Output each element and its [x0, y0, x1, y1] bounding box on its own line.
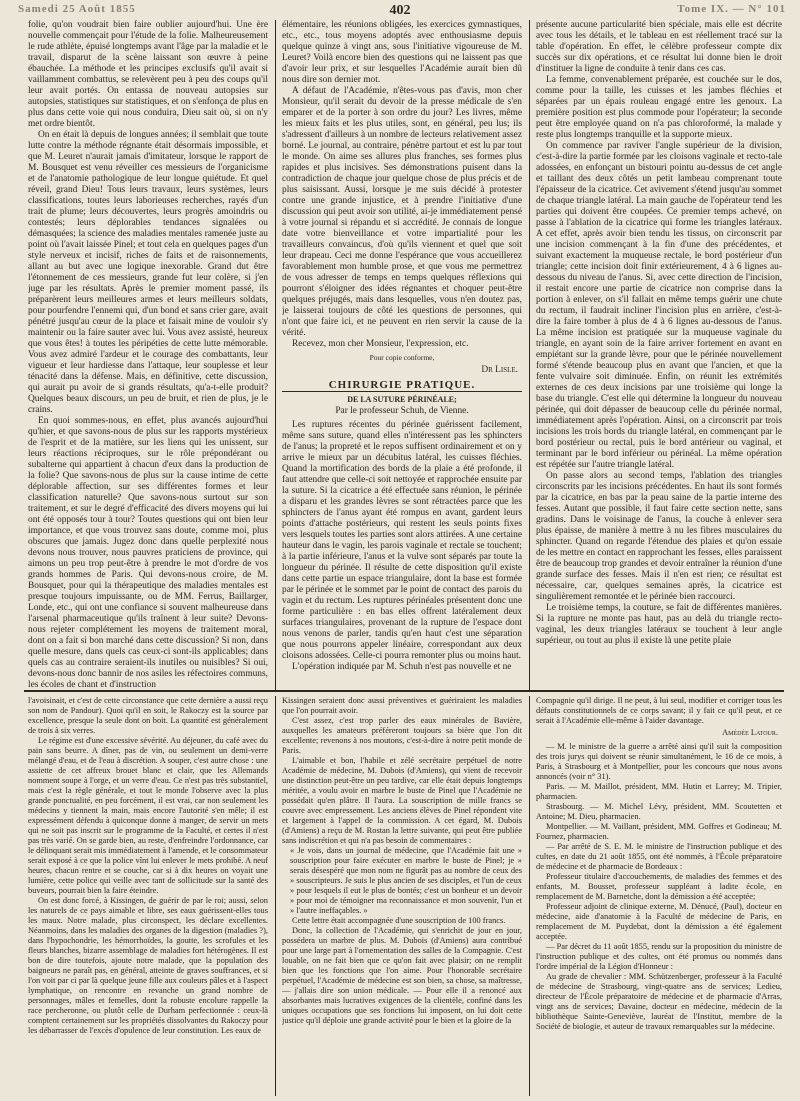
paragraph: élémentaire, les réunions obligées, les exercices gymnastiques, etc., etc., tous moyens adoptés avec enthousiasme depuis quelque quinze à vingt ans, sous l'initiative vigoureuse de M. Leuret? Voilà encore bien des questions qui ne laissent pas que d'avoir leur prix, et sur lesquelles l'Académie aurait bien dû nous dire son dernier mot. [282, 20, 522, 85]
paragraph: présente aucune particularité bien spéciale, mais elle est décrite avec tous les détails, et le tableau en est réellement tracé sur la table d'opération. En effet, le célèbre professeur compte dix succès sur dix opérations, et ce résultat lui donne bien le droit d'instituer la ligne de conduite à tenir dans ces cas. [536, 20, 782, 74]
news-item: Strasbourg. — M. Michel Lévy, président, MM. Scoutetten et Antoine; M. Dieu, pharmacien. [536, 802, 782, 821]
article-signature: Amédée Latour. [722, 728, 778, 737]
news-item: — Par décret du 11 août 1855, rendu sur la proposition du ministre de l'instruction publique et des cultes, ont été promus ou nommés dans l'ordre impérial de la Légion d'Honneur : [536, 942, 782, 971]
quoted-letter: « Je vois, dans un journal de médecine, que l'Académie fait une » souscription pour faire exécuter en marbre le buste de Pinel; je » serais désespéré que mon nom ne figurât pas au nombre de ceux des » souscripteurs. Je suis le plus ancien de ses disciples, et l'un de ceux » pour lesquels il eut le plus de bontés; c'est un bonheur et un devoir » pour moi de témoigner ma reconnaissance et mon souvenir, l'un et » l'autre ineffaçables. » [290, 846, 522, 915]
paragraph: Cette lettre était accompagnée d'une souscription de 100 francs. [292, 916, 506, 925]
news-item: — M. le ministre de la guerre a arrêté ainsi qu'il suit la composition des trois jurys qui doivent se réunir simultanément, le 16 de ce mois, à Paris, à Strasbourg et à Montpellier, pour les concours que nous avons annoncés (voir n° 31). [536, 742, 782, 781]
news-item: Professeur adjoint de clinique externe, M. Dénucé, (Paul), docteur en médecine, aide d'anatomie à la Faculté de médecine de Paris, en remplacement de M. Puydebat, dont la démission a été également acceptée. [536, 902, 782, 941]
paragraph: Compagnie qu'il dirige. Il ne peut, à lui seul, modifier et corriger tous les défauts constitutionnels de ce corps savant; il y fait ce qu'il peut, et ce serait à l'Académie elle-même à l'aider davantage. [536, 696, 782, 725]
paragraph: On en était là depuis de longues années; il semblait que toute lutte contre la méthode régnante était désormais impossible, et que M. Leuret n'aurait jamais d'imitateur, lorsque le rapport de M. Bousquet est venu réveiller ces messieurs de l'organicisme et de l'anatomie pathologique de leur longue quiétude. Et quel réveil, grand Dieu! Tous leurs travaux, leurs systèmes, leurs classifications, toutes leurs laborieuses recherches, rayés d'un trait de plume; leurs découvertes, leurs progrès amoindris ou contestés; leurs déplorables tendances signalées ou démasquées; la science des maladies mentales ramenée juste au point où l'avait laissée Pinel; et tout cela en quelques pages d'un style nerveux et incisif, riches de faits et de raisonnements, allant au but avec une logique inexorable. Grand dut être l'étonnement de ces messieurs, grande fut leur colère, si j'en juge par les résultats. Après le premier moment passé, ils préparèrent leurs meilleures armes et leurs meilleurs soldats, pour pourfendre l'ennemi qui, d'un bond et sans crier gare, avait pénétré jusqu'au cœur de la place et faisait mine de vouloir s'y maintenir ou la faire sauter avec lui. Vous avez assisté, heureux que vous êtes! à toutes les péripéties de cette lutte mémorable. Vous avez admiré l'ardeur et le courage des combattants, leur vigueur et leur hardiesse dans l'attaque, leur souplesse et leur ténacité dans la défense. Mais, en définitive, cette discussion, qui aurait pu avoir de si grands résultats, qu'a-t-elle produit? Quelques beaux discours, un peu de bruit, et rien de plus, je le crains. [28, 130, 268, 415]
news-item: — Par arrêté de S. E. M. le ministre de l'instruction publique et des cultes, en date du 21 août 1855, ont été nommés, à l'École préparatoire de médecine et de pharmacie de Bordeaux : [536, 842, 782, 871]
news-item: Paris. — M. Maillot, président, MM. Hutin et Larrey; M. Tripier, pharmacien. [536, 782, 782, 801]
page-number: 402 [389, 3, 411, 18]
paragraph: On passe alors au second temps, l'ablation des triangles circonscrits par les incisions précédentes. En haut ils sont formés par la cicatrice, en bas par la peau saine de la partie interne des fesses. Autant que possible, il faut faire cette section nette, sans gradins. Dans le voisinage de l'anus, la couche à enlever sera plus épaisse, de manière à mettre à nu les fibres musculaires du sphincter. Quand on regarde l'étendue des plaies et qu'on essaie de les mettre en contact en rapprochant les fesses, elles paraissent être de beaucoup trop grandes et devoir entraîner la réunion d'une grande surface des fesses. Mais il n'en est rien; ce résultat est nécessaire, car, quelques semaines après, la cicatrice est singulièrement remontée et le périnée bien raccourci. [536, 471, 782, 602]
paragraph: A défaut de l'Académie, n'êtes-vous pas d'avis, mon cher Monsieur, qu'il serait du devoir de la presse médicale de s'en emparer et de la porter à son ordre du jour? Les livres, même les mieux faits et les plus utiles, sont, en général, peu lus; ils s'adressent d'ailleurs à un nombre de lecteurs relativement assez borné. Le journal, au contraire, pénètre partout et est lu par tout le monde. On aime ses allures plus franches, ses formes plus rapides et plus incisives. Ses démonstrations puisent dans la contradiction de chaque jour quelque chose de plus précis et de plus saisissant. Aussi, lorsque je me suis décidé à protester contre une grande injustice, et à prendre l'initiative d'une discussion qui peut avoir son utilité, ai-je immédiatement pensé à votre journal si répandu et si accrédité. Je connais de longue date votre bienveillance et votre impartialité pour les travailleurs convaincus, d'où qu'ils viennent et quel que soit leur drapeau. Ceci me donne l'espérance que vous accueillerez favorablement mon humble prose, et que vous me permettrez de vous adresser de temps en temps quelques réflexions qui pourront s'éloigner des idées régnantes et choquer peut-être quelques préjugés, mais dans lesquelles, vous n'en doutez pas, je laisserai toujours de côté les questions de personnes, qui n'ont que faire ici, et ne peuvent en rien servir la cause de la vérité. [282, 86, 522, 338]
feuilleton-divider [24, 690, 784, 692]
column-3 [536, 20, 782, 689]
copy-note: Pour copie conforme, [369, 353, 435, 362]
column-divider [275, 696, 276, 1096]
page-header [0, 0, 800, 20]
column-divider [529, 696, 530, 1096]
paragraph: folie, qu'on voudrait bien faire oublier aujourd'hui. Une ère nouvelle commençait pour l'étude de la folie. Malheureusement le rude athlète, épuisé longtemps avant l'âge par la maladie et le travail, disparut de la scène laissant son œuvre à peine ébauchée. La méthode et les principes exclusifs qu'il avait si vaillamment combattus, se relevèrent peu à peu des coups qu'il leur avait portés. On entassa de nouveau autopsies sur autopsies, statistiques sur statistiques, et on s'enfonça de plus en plus dans cette voie qui nous conduira, Dieu sait où, si on n'y met ordre bientôt. [28, 20, 268, 129]
paragraph: Le troisième temps, la couture, se fait de différentes manières. Si la rupture ne monte pas haut, pas au delà du triangle recto-vaginal, les deux triangles latéraux se touchent à leur angle supérieur, ou tout au plus il existe là une petite plaie [536, 603, 782, 646]
news-item: Professeur titulaire d'accouchements, de maladies des femmes et des enfants, M. Bousset, professeur suppléant à ladite école, en remplacement de M. Barnetche, dont la démission a été acceptée; [536, 872, 782, 901]
paragraph: L'opération indiquée par M. Schuh n'est pas nouvelle et ne [292, 662, 512, 672]
header-issue-mark: Tome IX. — N° 101 [677, 3, 786, 15]
column-1 [28, 20, 268, 689]
paragraph: Les ruptures récentes du périnée guérissent facilement, même sans suture, quand elles n'intéressent pas les sphincters de l'anus; la propreté et le repos suffisent ordinairement et on y arrive le mieux par un décubitus latéral, les cuisses fléchies. Quand la mortification des bords de la plaie a été profonde, il faut attendre que celle-ci soit nettoyée et rapprochée ensuite par la suture. Si la cicatrice a été effectuée sans réunion, le périnée a disparu et les grandes lèvres se sont rétractées parce que les sphincters de l'anus ayant été rompus en avant, gardent leurs points d'attache postérieurs, qui restent les seuls points fixes vers lesquels toutes les parties sont alors attirées. A une certaine hauteur dans le vagin, les parois vaginale et rectale se touchent; à la partie inférieure, l'anus et la vulve sont séparés par toute la longueur du périnée. Il résulte de cette disposition qu'il existe dans cette partie un espace triangulaire, dont la base est formée par le périnée et le sommet par le point de contact des parois du vagin et du rectum. Les ruptures périnéales présentent donc une forme particulière : en bas elles offrent latéralement deux surfaces triangulaires, provenant de la rupture de l'espace dont nous venons de parler, tandis qu'en haut c'est une séparation que nous pourrons appeler linéaire, correspondant aux deux cloisons adossées. Celle-ci pourra remonter plus ou moins haut. [282, 420, 522, 661]
paragraph: L'aimable et bon, l'habile et zélé secrétaire perpétuel de notre Académie de médecine, M. Dubois (d'Amiens), qui vient de recevoir une distinction peut-être un peu tardive, car elle était depuis longtemps méritée, a voulu avoir en marbre le buste de Pinel que l'Académie ne possédait qu'en plâtre. Il l'aura. La souscription de mille francs se couvre avec empressement. Les anciens élèves de Pinel répondent vite et largement à l'appel de la commission. A cet égard, M. Dubois (d'Amiens) a reçu de M. Rostan la lettre suivante, qui peut être publiée sans indiscrétion et qui n'a pas besoin de commentaires : [282, 756, 522, 845]
header-date-mark: Samedi 25 Août 1855 [18, 3, 136, 15]
article-author: Par le professeur Schuh, de Vienne. [335, 406, 469, 416]
paragraph: Le régime est d'une excessive sévérité. Au déjeuner, du café avec du pain sans beurre. A dîner, pas de vin, ou seulement un demi-verre mélangé d'eau, et de l'eau à discrétion. A souper, c'est autre chose : une assiette de cet affreux brouet blanc et clair, que les Allemands nomment soupe à l'orge, et un verre d'eau. Ce n'est pas très substantiel, mais c'est la règle générale, et tout le monde l'observe avec la plus grande ponctualité, en peu forcément, il est vrai, car non seulement les médecins y tiennent la main, mais encore l'autorité s'en mêle; il est expressément défendu à quiconque donne à manger, de servir un mets qui ne soit pas inscrit sur le programme de la Faculté, et certes il n'est pas très varié. On se garde bien, au reste, d'enfreindre l'ordonnance, car le délinquant serait mis immédiatement à l'amende, et le consommateur serait exposé à ce que la police vînt lui enlever le mets prohibé. A neuf heures, chacun rentre et se couche, car si à dix heures on voyait une lumière, cette police qui veille avec tant de sollicitude sur la santé des buveurs, pourrait bien la faire éteindre. [28, 736, 268, 895]
column-divider [529, 20, 530, 690]
letter-signature: Dr Lisle. [481, 365, 518, 375]
section-title: CHIRURGIE PRATIQUE. [282, 380, 522, 392]
feuilleton-column-1 [28, 696, 268, 1096]
feuilleton-column-3 [536, 696, 782, 1096]
paragraph: C'est assez, c'est trop parler des eaux minérales de Bavière, auxquelles les amateurs préféreront toujours sa bière que l'on dit excellente; revenons à nos moutons, c'est-à-dire à notre petit monde de Paris. [282, 716, 522, 755]
paragraph: l'avoisinait, et c'est de cette circonstance que cette dernière a aussi reçu son nom de Pandour). Quoi qu'il en soit, le Rakoczy est la source par excellence, presque la seule dont on boit. La quantité est généralement de trois à six verres. [28, 696, 268, 735]
article-title: DE LA SUTURE PÉRINÉALE; [347, 395, 457, 404]
news-item: Montpellier. — M. Vaillant, président, MM. Goffres et Godineau; M. Fournez, pharmacien. [536, 822, 782, 841]
paragraph: Donc, la collection de l'Académie, qui s'enrichit de jour en jour, possédera un marbre de plus. M. Dubois (d'Amiens) aura contribué pour une large part à l'ornementation des salles de la Compagnie. C'est louable, on ne fait bien que ce qu'on fait avec plaisir; on ne remplit bien que les fonctions que l'on aime. Pour l'honorable secrétaire perpétuel, l'Académie de médecine est son bien, sa chose, sa maîtresse, — j'allais dire son union médicale. — Pour elle il a renoncé aux absorbantes mais lucratives exigences de la clientèle, confiné dans les uniques occupations que ses fonctions lui imposent, on lui doit cette justice qu'il déploie une grande activité pour le bien et la gloire de la [282, 926, 522, 1025]
paragraph: La femme, convenablement préparée, est couchée sur le dos, comme pour la taille, les cuisses et les jambes fléchies et séparées par un épais rouleau engagé entre les genoux. La première position est plus commode pour l'opérateur; la seconde peut être employée quand on n'a pas chloroformé, la malade y reste plus longtemps tranquille et la supporte mieux. [536, 75, 782, 140]
paragraph: On est donc forcé, à Kissingen, de guérir de par le roi; aussi, selon les naturels de ce pays aimable et libre, ses eaux guérissent-elles tous les maux. Notre malade, plus circonspect, les déclare excellentes. Néanmoins, dans les maladies des organes de la digestion (maladies ?), dans l'hypochondrie, les hémorrhoïdes, la goutte, les scrofules et les fleurs blanches, bizarre assemblage de maladies fort hétérogènes. Il est bon de dire toutefois, ajoute notre malade, que la population des baigneurs ne paraît pas, en général, atteinte de graves souffrances, et si l'on voit par ci par là quelque jeune fille aux couleurs pâles et à l'aspect lymphatique, on rencontre en revanche un grand nombre de personnages, mâles et femelles, dont la robuste encolure rappelle la race percheronne, ou plutôt celle de Durham perfectionnée : ceux-là comptent certainement sur les propriétés dissolvantes du Rakoczy pour les débarrasser de l'excès d'opulence de leur constitution. Les eaux de [28, 896, 268, 1035]
paragraph: En quoi sommes-nous, en effet, plus avancés aujourd'hui qu'hier, et que savons-nous de plus sur les rapports mystérieux de l'esprit et de la matière, sur les liens qui les unissent, sur leurs réactions réciproques, sur le rôle prépondérant ou subalterne qui appartient à chacun d'eux dans la production de la folie? Que savons-nous de plus sur la cause intime de cette déplorable affection, sur ses différentes formes et leur classification naturelle? Que savons-nous surtout sur son traitement, et sur le degré d'efficacité des divers moyens qui lui ont été opposés tour à tour? Toutes questions qui ont bien leur importance, et que vous trouvez sans doute, comme moi, plus obscures que jamais. Jugez donc dans quelle perplexité nous devons nous trouver, nous pauvres praticiens de province, qui aimons un peu trop peut-être à prendre le mot d'ordre de vos grands hommes de Paris. Qui devons-nous croire, de M. Bousquet, pour qui la thérapeutique des maladies mentales est presque toujours impuissante, ou de MM. Ferrus, Baillarger, Londe, etc., qui ont une confiance si souvent malheureuse dans l'arsenal pharmaceutique qu'ils traînent à leur suite? Devons-nous rejeter complétement les moyens de traitement moral, dont on a fait si bon marché dans cette discussion? Si non, dans quelle mesure, dans quels cas ceux-ci sont-ils applicables; dans quels cas au contraire seraient-ils inutiles ou nuisibles? Si oui, devons-nous donc bannir de nos asiles les réfectoires communs, les écoles de chant et d'instruction [28, 416, 268, 689]
paragraph: Recevez, mon cher Monsieur, l'expression, etc. [292, 339, 469, 349]
paragraph: Kissingen seraient donc aussi préventives et guériraient les maladies que l'on pourrait avoir. [282, 696, 522, 715]
column-divider [275, 20, 276, 690]
news-item: Au grade de chevalier : MM. Schützenberger, professeur à la Faculté de médecine de Strasbourg, vingt-quatre ans de services; Ledieu, directeur de l'École préparatoire de médecine et de pharmacie d'Arras, vingt ans de services; Davaine, docteur en médecine, médecin de la bibliothèque Sainte-Geneviève, lauréat de l'Institut, membre de la Société de biologie, et auteur de travaux remarquables sur la médecine. [536, 972, 782, 1031]
feuilleton-column-2 [282, 696, 522, 1096]
column-2 [282, 20, 522, 689]
paragraph: On commence par raviver l'angle supérieur de la division, c'est-à-dire la partie formée par les cloisons vaginale et recto-tale adossées, en enfonçant un bistouri pointu au-dessus de cet angle et taillant des deux côtés un petit lambeau comprenant toute l'épaisseur de la cicatrice. Cet avivement s'étend jusqu'au sommet de chaque triangle latéral. La main gauche de l'opérateur tend les parties qui doivent être coupées. Ce premier temps achevé, on passe à l'ablation de la cicatrice qui forme les triangles latéraux. A cet effet, après avoir bien tendu les tissus, on circonscrit par une incision commençant à la fin d'une des précédentes, et suivant exactement la muqueuse rectale, le bord postérieur d'un triangle; cette incision doit finir extérieurement, 4 à 6 lignes au-dessous du niveau de l'anus. Si, avec cette direction de l'incision, il restait encore une partie de cicatrice non comprise dans la portion à enlever, on s'il fallait en même temps guérir une chute du rectum, il faudrait incliner l'incision plus en arrière, c'est-à-dire la faire tomber à plus de 4 à 6 lignes au-dessous de l'anus. La même incision est pratiquée sur la muqueuse vaginale du triangle, en ayant soin de la faire arriver fortement en avant en empiétant sur la grande lèvre, pour que le périnée nouvellement formé s'étende beaucoup plus en avant que l'ancien, et que la fente vulvaire soit diminuée. Enfin, on réunit les extrémités externes de ces deux incisions par une troisième qui longe la base du triangle. C'est elle qui détermine la longueur du nouveau périnée, qui doit dépasser de beaucoup celle du périnée normal, immédiatement après l'opération. Ainsi, on a circonscrit par trois incisions les trois bords du triangle latéral, en commençant par le bord postérieur ou rectal, puis le bord antérieur ou vaginal, et terminant par le bord inférieur ou périnéal. La même opération est répétée sur l'autre triangle latéral. [536, 141, 782, 470]
